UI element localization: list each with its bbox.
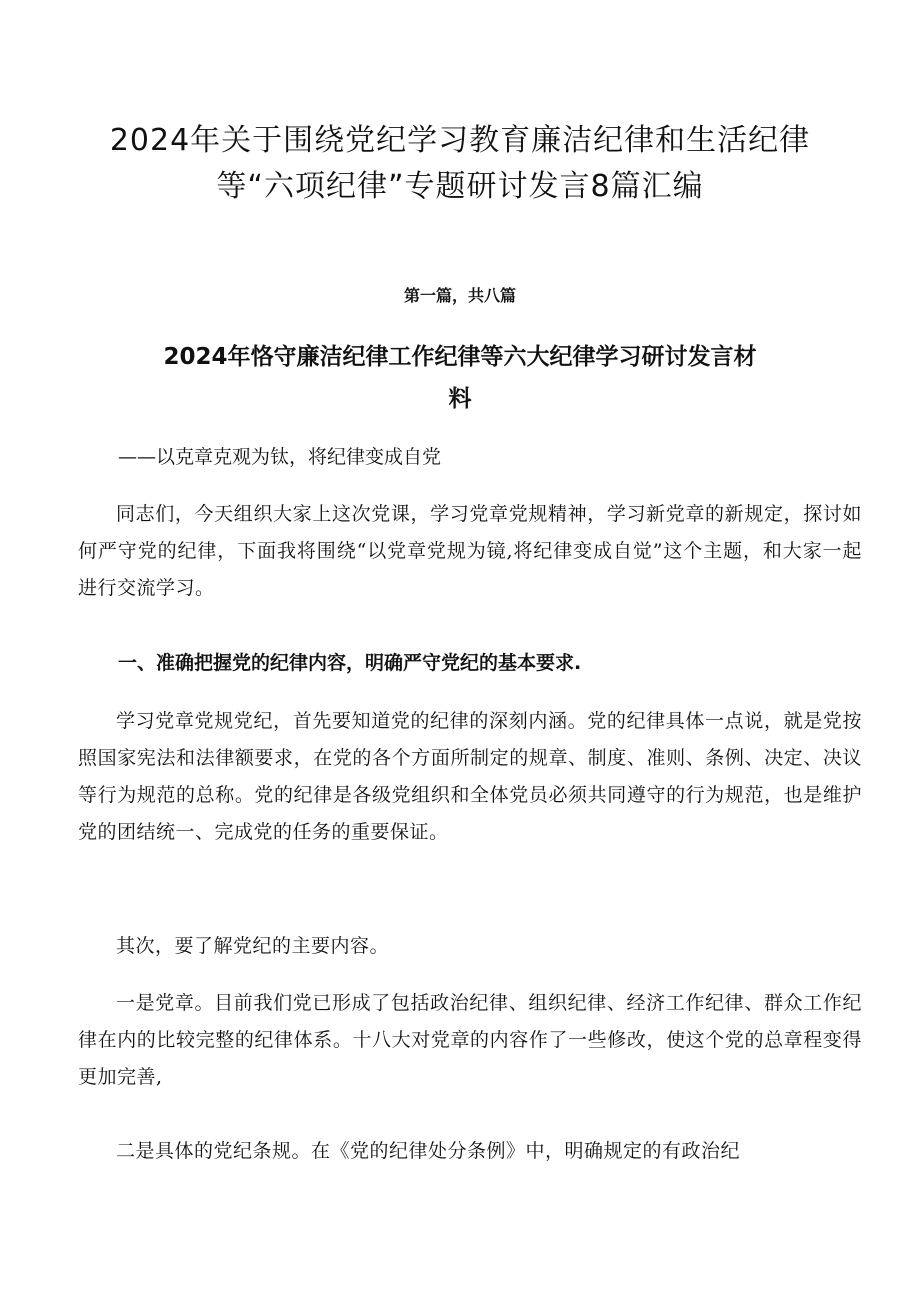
section-title bbox=[110, 336, 810, 420]
part-label: 第一篇，共八篇 bbox=[403, 286, 516, 305]
section-tagline: ——以克章克观为钛，将纪律变成自党 bbox=[118, 446, 442, 468]
paragraph-point-one: 一是党章。目前我们党已形成了包括政治纪律、组织纪律、经济工作纪律、群众工作纪律在内的比较完整的纪律体系。十八大对党章的内容作了一些修改，使这个党的总章程变得更加完善, bbox=[78, 992, 862, 1088]
section-title-line-2: 料 bbox=[448, 386, 472, 412]
document-title-line-1: 2024年关于围绕党纪学习教育廉洁纪律和生活纪律 bbox=[109, 123, 811, 158]
paragraph-learn: 学习党章党规党纪，首先要知道党的纪律的深刻内涵。党的纪律具体一点说，就是党按照国家宪法和法律额要求，在党的各个方面所制定的规章、制度、准则、条例、决定、决议等行为规范的总称。党的纪律是各级党组织和全体党员必须共同遵守的行为规范，也是维护党的团结统一、完成党的任务的重要保证。 bbox=[78, 710, 862, 843]
document-title bbox=[60, 118, 860, 210]
paragraph-next: 其次，要了解党纪的主要内容。 bbox=[116, 935, 390, 957]
document-title-line-2: 等“六项纪律”专题研讨发言8篇汇编 bbox=[216, 169, 704, 204]
section-title-line-1: 2024年恪守廉洁纪律工作纪律等六大纪律学习研讨发言材 bbox=[163, 344, 757, 370]
paragraph-point-two: 二是具体的党纪条规。在《党的纪律处分条例》中，明确规定的有政治纪 bbox=[116, 1140, 741, 1162]
heading-section-1: 一、准确把握党的纪律内容，明确严守党纪的基本要求. bbox=[118, 652, 582, 674]
paragraph-intro: 同志们，今天组织大家上这次党课，学习党章党规精神，学习新党章的新规定，探讨如何严守党的纪律，下面我将围绕“以党章党规为镜,将纪律变成自觉”这个主题，和大家一起进行交流学习。 bbox=[78, 503, 862, 599]
